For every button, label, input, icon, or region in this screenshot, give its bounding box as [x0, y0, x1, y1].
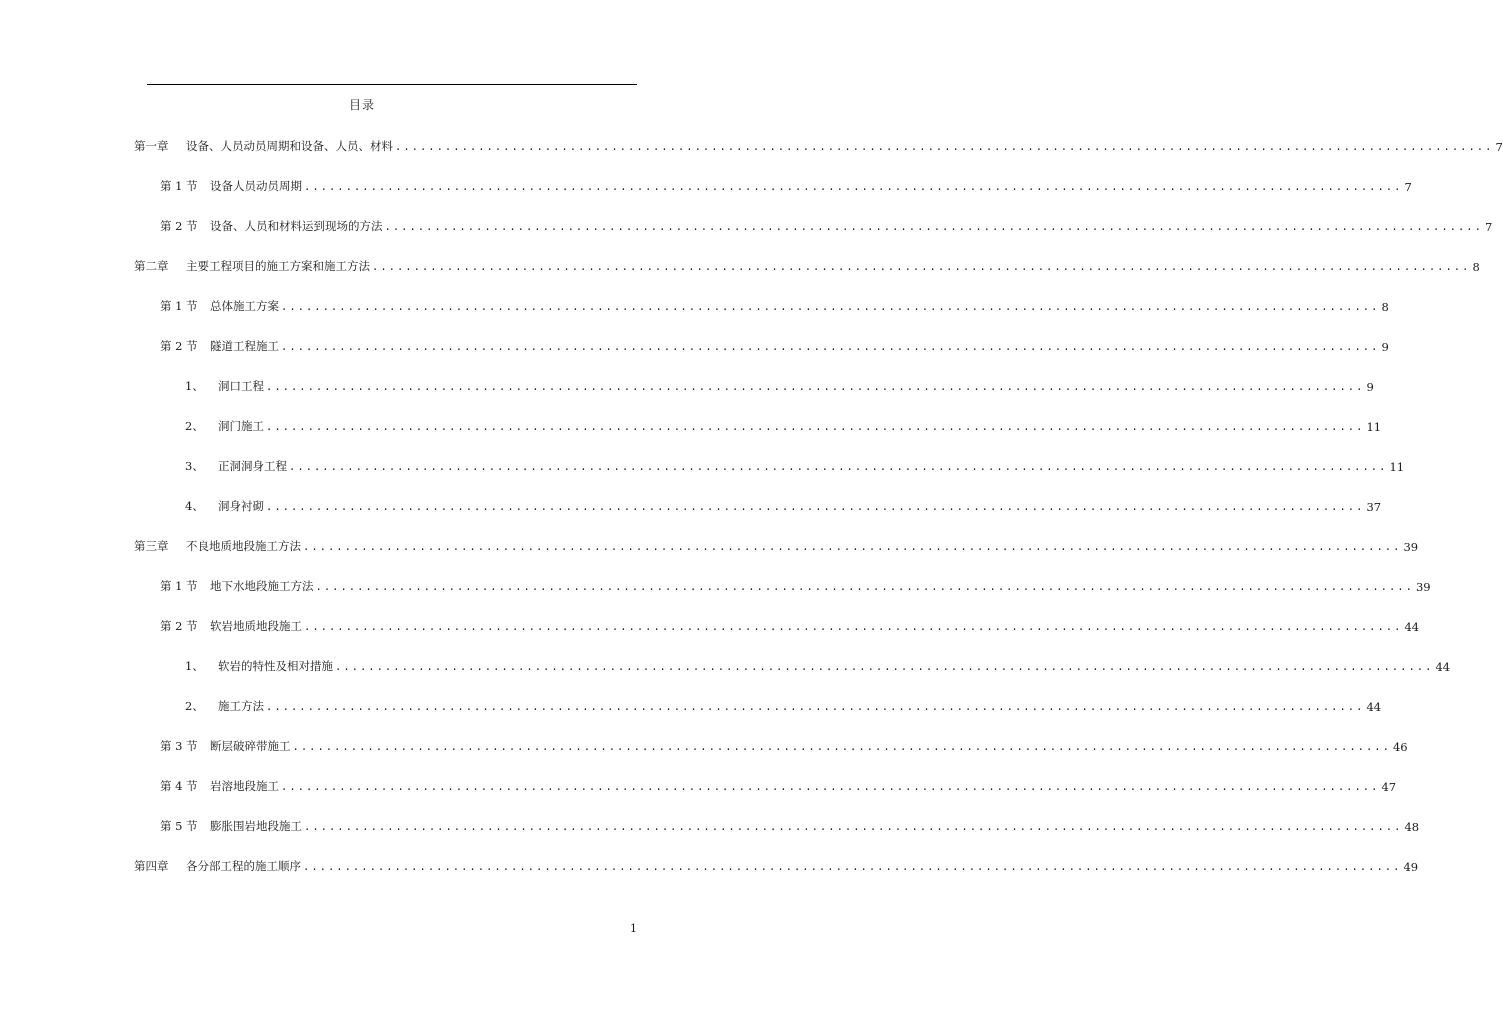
toc-leader-dots: ....................................................................................................................................	[266, 381, 1365, 393]
toc-entry-number: 第 1 节	[160, 579, 198, 593]
toc-leader-dots: ....................................................................................................................................	[304, 821, 1403, 833]
toc-entry-page: 37	[1366, 500, 1382, 514]
toc-leader-dots: ....................................................................................................................................	[395, 141, 1494, 153]
toc-entry-number: 第 2 节	[160, 339, 198, 353]
toc-entry[interactable]	[134, 138, 1503, 154]
toc-entry[interactable]	[134, 538, 1419, 554]
toc-leader-dots: ....................................................................................................................................	[266, 421, 1365, 433]
toc-leader-dots: ....................................................................................................................................	[266, 501, 1365, 513]
toc-entry[interactable]	[134, 858, 1419, 874]
toc-entry-title: 洞身衬砌	[218, 499, 264, 513]
toc-entry[interactable]	[160, 338, 1389, 354]
toc-entry[interactable]	[160, 578, 1431, 594]
toc-entry-number: 第四章	[134, 859, 169, 873]
toc-entry[interactable]	[185, 498, 1382, 514]
toc-entry-page: 11	[1389, 460, 1405, 474]
toc-leader-dots: ....................................................................................................................................	[281, 341, 1380, 353]
toc-entry-number: 第 4 节	[160, 779, 198, 793]
toc-entry-page: 44	[1404, 620, 1420, 634]
toc-entry-number: 第二章	[134, 259, 169, 273]
toc-leader-dots: ....................................................................................................................................	[335, 661, 1434, 673]
toc-entry-page: 11	[1366, 420, 1382, 434]
toc-entry-title: 岩溶地段施工	[210, 779, 279, 793]
page-number: 1	[630, 922, 637, 935]
toc-entry-page: 46	[1392, 740, 1408, 754]
toc-entry-number: 第 1 节	[160, 299, 198, 313]
toc-entry[interactable]	[160, 618, 1420, 634]
toc-entry-number: 第 5 节	[160, 819, 198, 833]
toc-title: 目录	[348, 98, 375, 112]
toc-entry-title: 设备、人员和材料运到现场的方法	[210, 219, 383, 233]
toc-entry[interactable]	[185, 458, 1405, 474]
toc-entry[interactable]	[185, 378, 1374, 394]
toc-leader-dots: ....................................................................................................................................	[289, 461, 1388, 473]
toc-entry-title: 各分部工程的施工顺序	[186, 859, 301, 873]
toc-entry-title: 设备人员动员周期	[210, 179, 302, 193]
toc-entry-number: 1、	[185, 379, 204, 393]
toc-entry-number: 2、	[185, 419, 204, 433]
toc-leader-dots: ....................................................................................................................................	[281, 301, 1380, 313]
toc-entry-number: 第 3 节	[160, 739, 198, 753]
toc-entry-number: 4、	[185, 499, 204, 513]
toc-entry-title: 地下水地段施工方法	[210, 579, 314, 593]
toc-entry[interactable]	[160, 218, 1493, 234]
toc-entry-title: 断层破碎带施工	[210, 739, 291, 753]
toc-entry-number: 第 2 节	[160, 219, 198, 233]
toc-entry-number: 第一章	[134, 139, 169, 153]
toc-entry-page: 48	[1404, 820, 1420, 834]
toc-entry[interactable]	[160, 818, 1420, 834]
toc-entry[interactable]	[160, 178, 1412, 194]
toc-entry-page: 9	[1381, 340, 1389, 354]
toc-entry-title: 膨胀围岩地段施工	[210, 819, 302, 833]
toc-entry-number: 第三章	[134, 539, 169, 553]
toc-entry-page: 7	[1484, 220, 1493, 234]
toc-entry-title: 不良地质地段施工方法	[186, 539, 301, 553]
toc-entry[interactable]	[185, 418, 1382, 434]
toc-leader-dots: ....................................................................................................................................	[292, 741, 1391, 753]
toc-entry-number: 第 2 节	[160, 619, 198, 633]
toc-entry-title: 正洞洞身工程	[218, 459, 287, 473]
toc-entry-title: 设备、人员动员周期和设备、人员、材料	[186, 139, 393, 153]
toc-entry-page: 47	[1381, 780, 1397, 794]
toc-entry-page: 9	[1366, 380, 1374, 394]
toc-entry-number: 2、	[185, 699, 204, 713]
toc-leader-dots: ....................................................................................................................................	[281, 781, 1380, 793]
toc-entry-title: 施工方法	[218, 699, 264, 713]
toc-entry-page: 8	[1472, 260, 1480, 274]
toc-leader-dots: ....................................................................................................................................	[266, 701, 1365, 713]
toc-leader-dots: ....................................................................................................................................	[384, 221, 1483, 233]
toc-entry-page: 44	[1366, 700, 1382, 714]
toc-leader-dots: ....................................................................................................................................	[315, 581, 1414, 593]
toc-entry-title: 洞口工程	[218, 379, 264, 393]
toc-entry-title: 软岩地质地段施工	[210, 619, 302, 633]
toc-entry-page: 39	[1415, 580, 1431, 594]
toc-entry-number: 3、	[185, 459, 204, 473]
toc-entry-number: 第 1 节	[160, 179, 198, 193]
header-rule	[147, 84, 637, 85]
toc-entry[interactable]	[160, 738, 1408, 754]
toc-entry-page: 7	[1495, 140, 1503, 154]
toc-leader-dots: ....................................................................................................................................	[304, 621, 1403, 633]
toc-entry-title: 隧道工程施工	[210, 339, 279, 353]
toc-leader-dots: ....................................................................................................................................	[304, 181, 1403, 193]
toc-entry-page: 49	[1403, 860, 1419, 874]
toc-entry[interactable]	[160, 298, 1389, 314]
toc-entry[interactable]	[185, 698, 1382, 714]
toc-entry[interactable]	[185, 658, 1451, 674]
toc-entry-title: 主要工程项目的施工方案和施工方法	[186, 259, 370, 273]
toc-entry-title: 洞门施工	[218, 419, 264, 433]
toc-leader-dots: ....................................................................................................................................	[303, 541, 1402, 553]
toc-entry[interactable]	[134, 258, 1480, 274]
toc-entry[interactable]	[160, 778, 1397, 794]
toc-entry-page: 39	[1403, 540, 1419, 554]
toc-entry-title: 软岩的特性及相对措施	[218, 659, 333, 673]
toc-entry-number: 1、	[185, 659, 204, 673]
toc-entry-page: 7	[1404, 180, 1412, 194]
toc-entry-page: 8	[1381, 300, 1389, 314]
toc-entry-page: 44	[1435, 660, 1451, 674]
toc-leader-dots: ....................................................................................................................................	[303, 861, 1402, 873]
toc-leader-dots: ....................................................................................................................................	[372, 261, 1471, 273]
toc-entry-title: 总体施工方案	[210, 299, 279, 313]
